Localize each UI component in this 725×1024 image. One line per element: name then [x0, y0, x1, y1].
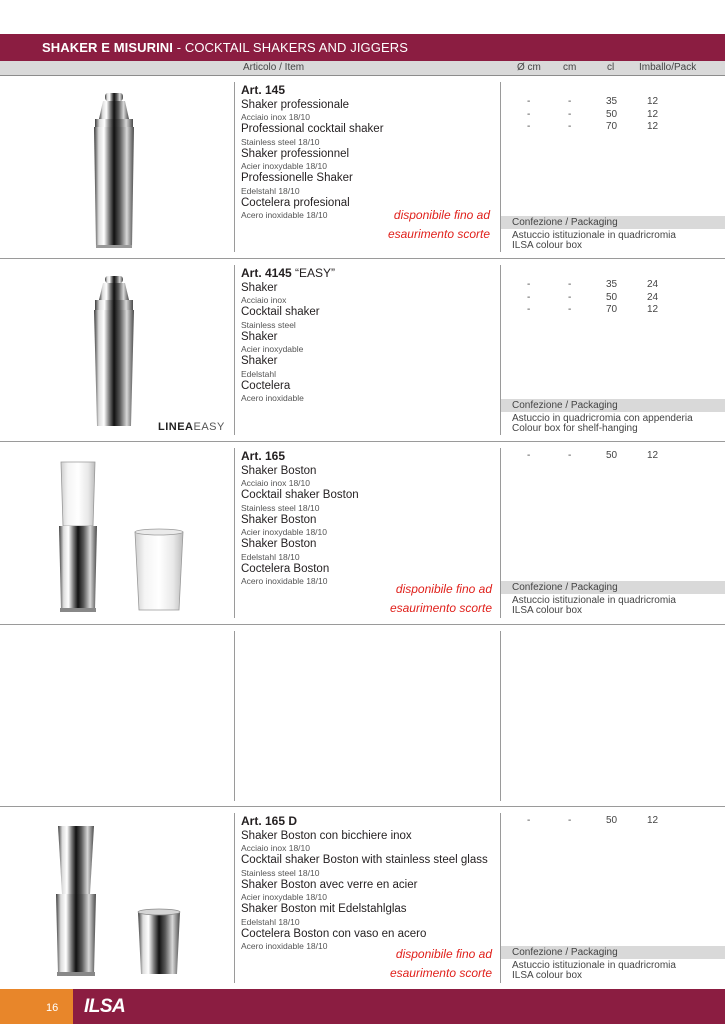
dimensions-table — [512, 450, 712, 463]
article-number: Art. 165 D — [241, 814, 298, 828]
product-name: Cocktail shaker — [241, 306, 320, 318]
product-name: Shaker professionnel — [241, 147, 350, 160]
product-165d-info — [241, 815, 488, 952]
packaging-text: Astuccio in quadricromia con appenderia Colour box for shelf-hanging — [512, 413, 693, 434]
product-name: Shaker Boston mit Edelstahlglas — [241, 903, 407, 915]
shaker-image — [88, 93, 140, 249]
product-material: Acier inoxydable 18/10 — [241, 527, 328, 537]
product-material: Edelstahl 18/10 — [241, 551, 300, 562]
product-material: Acero inoxidable 18/10 — [241, 576, 328, 586]
article-number: Art. 4145 “EASY” — [241, 266, 336, 280]
dimension-row: - - 70 12 — [527, 121, 659, 132]
packaging-text: Astuccio istituzionale in quadricromia ILSA colour box — [512, 960, 676, 981]
availability-note: disponibile fino ad esaurimento scorte — [389, 582, 492, 615]
product-name: Coctelera — [241, 379, 291, 392]
product-name: Shaker Boston con bicchiere inox — [241, 829, 412, 842]
row-divider — [0, 624, 725, 625]
product-name: Shaker Boston — [241, 513, 317, 526]
dimension-row: - - 70 12 — [527, 304, 659, 315]
linea-easy-logo: LINEAEASY — [158, 421, 225, 433]
col-divider — [234, 631, 235, 801]
dimensions-table — [512, 815, 712, 828]
product-145-info — [241, 84, 384, 221]
dimensions-table — [512, 279, 712, 317]
section-title-bold: SHAKER E MISURINI — [42, 40, 173, 55]
product-name: Professionelle Shaker — [241, 172, 353, 184]
dimension-row: - - 50 24 — [527, 291, 659, 303]
product-material: Acero inoxidable — [241, 393, 304, 403]
col-divider — [500, 631, 501, 801]
col-divider — [234, 82, 235, 252]
product-name: Coctelera Boston — [241, 562, 330, 575]
shaker-easy-image — [88, 276, 140, 428]
packaging-text: Astuccio istituzionale in quadricromia ILSA colour box — [512, 595, 676, 616]
dimension-row: - - 35 12 — [527, 96, 659, 107]
product-material: Acier inoxydable — [241, 344, 304, 354]
row-divider — [0, 806, 725, 807]
product-material: Stainless steel 18/10 — [241, 867, 320, 878]
col-divider — [234, 813, 235, 983]
product-material: Acciaio inox 18/10 — [241, 843, 310, 853]
dimension-row: - - 50 12 — [527, 450, 659, 461]
col-cl: cl — [607, 62, 615, 73]
availability-note: disponibile fino ad esaurimento scorte — [387, 208, 490, 241]
product-name: Cocktail shaker Boston with stainless steel glass — [241, 854, 488, 866]
product-material: Acciaio inox 18/10 — [241, 112, 310, 122]
product-name: Shaker — [241, 281, 278, 294]
article-number: Art. 165 — [241, 449, 286, 463]
col-divider — [234, 265, 235, 435]
product-name: Shaker — [241, 355, 278, 367]
product-name: Shaker Boston — [241, 538, 317, 550]
product-material: Acero inoxidable 18/10 — [241, 210, 328, 220]
product-4145-info — [241, 267, 335, 404]
packaging-text: Astuccio istituzionale in quadricromia ILSA colour box — [512, 230, 676, 251]
dimension-row: - - 35 24 — [527, 279, 659, 290]
footer-bar — [0, 989, 725, 1024]
product-material: Edelstahl 18/10 — [241, 916, 300, 927]
row-divider — [0, 258, 725, 259]
col-item: Articolo / Item — [243, 62, 305, 73]
packaging-label: Confezione / Packaging — [501, 581, 725, 594]
product-material: Acciaio inox 18/10 — [241, 478, 310, 488]
col-cm: cm — [563, 62, 577, 73]
product-name: Shaker Boston — [241, 464, 317, 477]
dimensions-table — [512, 96, 712, 134]
page-number: 16 — [0, 989, 73, 1024]
ilsa-logo: ILSA — [84, 996, 126, 1017]
product-material: Stainless steel 18/10 — [241, 136, 320, 147]
availability-note: disponibile fino ad esaurimento scorte — [389, 947, 492, 980]
dimension-row: - - 50 12 — [527, 108, 659, 120]
row-divider — [0, 441, 725, 442]
packaging-label: Confezione / Packaging — [501, 946, 725, 959]
product-name: Coctelera Boston con vaso en acero — [241, 927, 427, 940]
product-name: Professional cocktail shaker — [241, 123, 384, 135]
product-material: Stainless steel — [241, 319, 296, 330]
section-title — [0, 34, 725, 61]
product-name: Coctelera profesional — [241, 196, 350, 209]
product-material: Edelstahl 18/10 — [241, 185, 300, 196]
product-165-info — [241, 450, 359, 587]
column-header — [0, 61, 725, 76]
product-material: Edelstahl — [241, 368, 276, 379]
col-diam: Ø cm — [517, 62, 541, 73]
packaging-label: Confezione / Packaging — [501, 216, 725, 229]
product-material: Acier inoxydable 18/10 — [241, 161, 328, 171]
product-name: Shaker — [241, 330, 278, 343]
product-material: Acier inoxydable 18/10 — [241, 892, 328, 902]
packaging-label: Confezione / Packaging — [501, 399, 725, 412]
product-name: Cocktail shaker Boston — [241, 489, 359, 501]
col-pack: Imballo/Pack — [639, 62, 697, 73]
product-material: Stainless steel 18/10 — [241, 502, 320, 513]
product-name: Shaker Boston avec verre en acier — [241, 878, 418, 891]
dimension-row: - - 50 12 — [527, 815, 659, 826]
article-number: Art. 145 — [241, 83, 286, 97]
product-material: Acciaio inox — [241, 295, 287, 305]
product-material: Acero inoxidable 18/10 — [241, 941, 328, 951]
col-divider — [234, 448, 235, 618]
section-title-rest: - COCKTAIL SHAKERS AND JIGGERS — [173, 40, 408, 55]
boston-shaker-steel-image — [50, 824, 190, 979]
product-name: Shaker professionale — [241, 98, 350, 111]
boston-shaker-image — [55, 460, 190, 615]
